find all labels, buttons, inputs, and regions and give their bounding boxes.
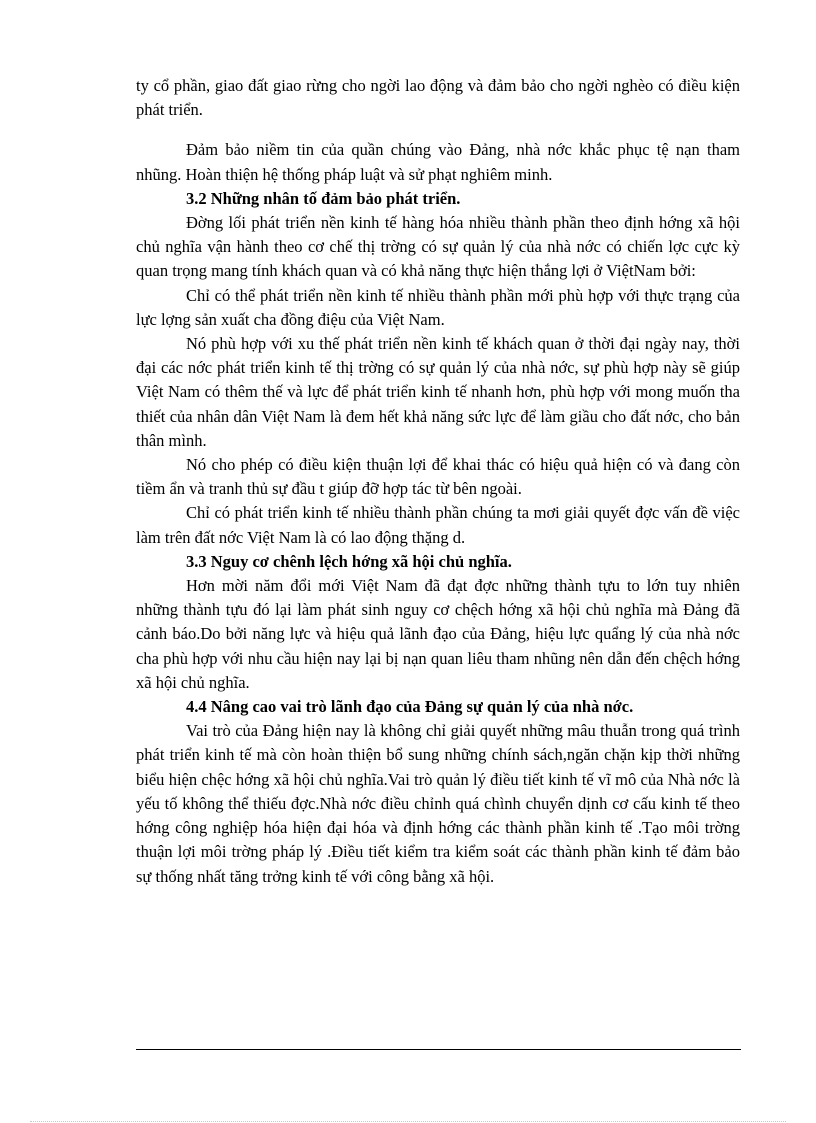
section-heading-4-4: 4.4 Nâng cao vai trò lãnh đạo của Đảng sự quản lý của nhà nớc.	[186, 697, 634, 717]
paragraph-risk: Hơn mời năm đổi mới Việt Nam đã đạt đợc những thành tựu to lớn tuy nhiên những thành tựu đó lại làm phát sinh nguy cơ chệch hớng xã hội chủ nghĩa mà Đảng đã cảnh báo.Do bởi năng lực và hiệu quả lãnh đạo của Đảng, hiệu lực quẩng lý của nhà nớc cha phù hợp với nhu cầu hiện nay lại bị nạn quan liêu tham nhũng nên dẫn đến chệch hớng xã hội chủ nghĩa.	[136, 576, 740, 692]
paragraph-employment: Chỉ có phát triển kinh tế nhiều thành phần chúng ta mơi giải quyết đợc vấn đề việc làm trên đất nớc Việt Nam là có lao động thặng d.	[136, 503, 740, 547]
body-text	[136, 74, 740, 889]
paragraph-trend: Nó phù hợp với xu thế phát triển nền kinh tế khách quan ở thời đại ngày nay, thời đại các nớc phát triển kinh tế thị trờng có sự quản lý của nhà nớc, sự phù hợp này sẽ giúp Việt Nam có thêm thế và lực để phát triển kinh tế nhanh hơn, phù hợp với mong muốn tha thiết của nhân dân Việt Nam là đem hết khả năng sức lực để làm giầu cho đất nớc, cho bản thân mình.	[136, 334, 740, 450]
footer-divider	[136, 1049, 741, 1050]
paragraph-policy: Đờng lối phát triển nền kinh tế hàng hóa nhiều thành phần theo định hớng xã hội chủ nghĩa vận hành theo cơ chế thị trờng có sự quản lý của nhà nớc có chiến lợc cực kỳ quan trọng mang tính khách quan và có khả năng thực hiện thắng lợi ở ViệtNam bởi:	[136, 213, 740, 281]
page-edge-dotted-line	[30, 1121, 786, 1122]
paragraph-conditions: Nó cho phép có điều kiện thuận lợi để khai thác có hiệu quả hiện có và đang còn tiềm ẩn và tranh thủ sự đầu t giúp đỡ hợp tác từ bên ngoài.	[136, 455, 740, 499]
paragraph-party-role: Vai trò của Đảng hiện nay là không chỉ giải quyết những mâu thuẫn trong quá trình phát triển kinh tế mà còn hoàn thiện bổ sung những chính sách,ngăn chặn kịp thời những biểu hiện chệc hớng xã hội chủ nghĩa.Vai trò quản lý điều tiết kinh tế vĩ mô của Nhà nớc là yếu tố không thể thiếu đợc.Nhà nớc điều chỉnh quá chình chuyển dịnh cơ cấu kinh tế theo hớng công nghiệp hóa hiện đại hóa và định hớng các thành phần kinh tế .Tạo môi trờng thuận lợi môi trờng pháp lý .Điều tiết kiểm tra kiểm soát các thành phần kinh tế đảm bảo sự thống nhất tăng trởng kinh tế với công bằng xã hội.	[136, 721, 740, 886]
section-heading-3-3: 3.3 Nguy cơ chênh lệch hớng xã hội chủ nghĩa.	[186, 551, 512, 571]
paragraph-multisector: Chỉ có thể phát triển nền kinh tế nhiều thành phần mới phù hợp với thực trạng của lực lợng sản xuất cha đồng điệu của Việt Nam.	[136, 285, 740, 329]
paragraph-continuation: ty cổ phần, giao đất giao rừng cho ngời lao động và đảm bảo cho ngời nghèo có điều kiện phát triển.	[136, 76, 740, 120]
paragraph-trust: Đảm bảo niềm tin của quần chúng vào Đảng, nhà nớc khắc phục tệ nạn tham nhũng. Hoàn thiện hệ thống pháp luật và sử phạt nghiêm minh.	[136, 140, 740, 184]
section-heading-3-2: 3.2 Những nhân tố đảm bảo phát triển.	[186, 188, 461, 208]
